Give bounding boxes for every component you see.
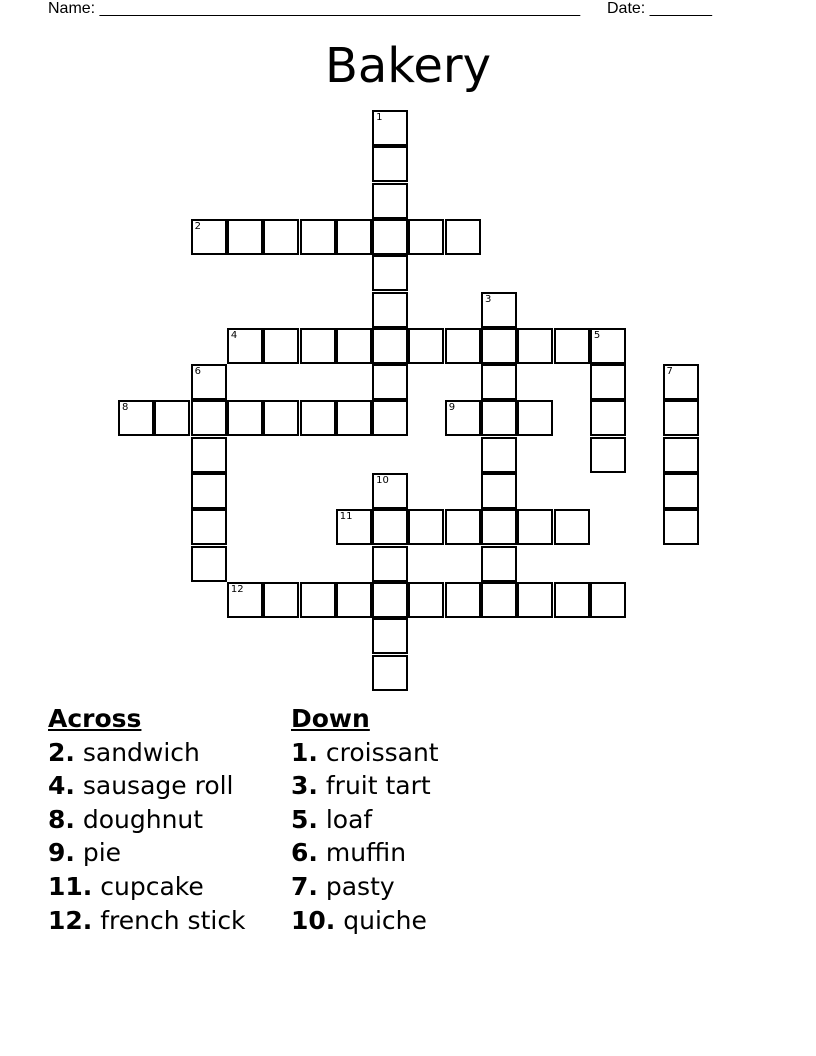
clue-answer: quiche <box>343 905 427 935</box>
crossword-cell[interactable] <box>372 473 408 509</box>
crossword-cell[interactable] <box>517 400 553 436</box>
clue-answer: croissant <box>325 737 439 767</box>
crossword-cell[interactable] <box>481 546 517 582</box>
clue-item <box>291 836 439 870</box>
clue-number: 5. <box>291 804 318 834</box>
date-blank[interactable]: _______ <box>649 0 712 17</box>
crossword-cell[interactable] <box>336 219 372 255</box>
clue-item <box>48 803 246 837</box>
crossword-cell[interactable] <box>663 509 699 545</box>
crossword-cell[interactable] <box>372 364 408 400</box>
page-title: Bakery <box>324 38 492 94</box>
crossword-cell[interactable] <box>263 400 299 436</box>
crossword-cell[interactable] <box>372 655 408 691</box>
crossword-cell[interactable] <box>191 364 227 400</box>
clue-item <box>291 769 439 803</box>
crossword-cell[interactable] <box>590 328 626 364</box>
crossword-cell[interactable] <box>227 219 263 255</box>
cell-number: 11 <box>339 511 353 523</box>
crossword-cell[interactable] <box>481 473 517 509</box>
clue-number: 9. <box>48 838 75 868</box>
cell-number: 3 <box>485 293 492 305</box>
crossword-cell[interactable] <box>372 328 408 364</box>
clue-item <box>291 736 439 770</box>
crossword-cell[interactable] <box>372 618 408 654</box>
clue-item <box>48 736 246 770</box>
crossword-cell[interactable] <box>336 582 372 618</box>
crossword-cell[interactable] <box>191 400 227 436</box>
name-blank[interactable]: ______________________________________________________ <box>99 0 581 17</box>
clue-number: 7. <box>291 871 318 901</box>
clue-item <box>48 836 246 870</box>
clue-number: 10. <box>291 905 336 935</box>
clue-number: 2. <box>48 737 75 767</box>
crossword-cell[interactable] <box>336 328 372 364</box>
crossword-cell[interactable] <box>154 400 190 436</box>
cell-number: 12 <box>230 583 244 595</box>
date-label: Date: <box>607 0 646 17</box>
crossword-cell[interactable] <box>372 219 408 255</box>
crossword-cell[interactable] <box>300 582 336 618</box>
clue-number: 4. <box>48 771 75 801</box>
clue-item <box>48 904 246 938</box>
crossword-cell[interactable] <box>191 219 227 255</box>
cell-number: 8 <box>122 402 129 414</box>
crossword-cell[interactable] <box>372 292 408 328</box>
crossword-cell[interactable] <box>408 219 444 255</box>
clue-answer: pie <box>82 838 122 868</box>
crossword-cell[interactable] <box>517 582 553 618</box>
crossword-cell[interactable] <box>372 183 408 219</box>
crossword-cell[interactable] <box>372 110 408 146</box>
crossword-cell[interactable] <box>227 400 263 436</box>
cell-number: 4 <box>230 329 238 341</box>
clue-answer: fruit tart <box>325 771 431 801</box>
crossword-cell[interactable] <box>336 400 372 436</box>
cell-number: 7 <box>666 366 673 378</box>
across-clues <box>48 702 246 937</box>
crossword-cell[interactable] <box>300 219 336 255</box>
cell-number: 2 <box>194 220 201 232</box>
crossword-cell[interactable] <box>408 509 444 545</box>
clue-item <box>48 870 246 904</box>
crossword-cell[interactable] <box>663 364 699 400</box>
crossword-cell[interactable] <box>445 328 481 364</box>
crossword-cell[interactable] <box>372 546 408 582</box>
down-clues <box>291 702 439 937</box>
across-heading: Across <box>48 704 142 733</box>
crossword-cell[interactable] <box>445 219 481 255</box>
clue-answer: cupcake <box>100 871 204 901</box>
name-label: Name: <box>48 0 96 17</box>
cell-number: 1 <box>376 112 383 123</box>
clue-number: 1. <box>291 737 318 767</box>
clue-answer: pasty <box>325 871 395 901</box>
crossword-cell[interactable] <box>481 292 517 328</box>
crossword-cell[interactable] <box>517 509 553 545</box>
clue-number: 12. <box>48 905 93 935</box>
crossword-cell[interactable] <box>590 437 626 473</box>
clue-number: 8. <box>48 804 75 834</box>
crossword-cell[interactable] <box>372 509 408 545</box>
crossword-cell[interactable] <box>227 582 263 618</box>
clue-answer: muffin <box>325 838 407 868</box>
crossword-cell[interactable] <box>191 473 227 509</box>
crossword-cell[interactable] <box>372 582 408 618</box>
crossword-cell[interactable] <box>445 582 481 618</box>
crossword-cell[interactable] <box>191 437 227 473</box>
cell-number: 5 <box>593 329 601 341</box>
clue-answer: loaf <box>325 804 373 834</box>
crossword-cell[interactable] <box>481 437 517 473</box>
crossword-cell[interactable] <box>481 400 517 436</box>
crossword-cell[interactable] <box>663 473 699 509</box>
crossword-cell[interactable] <box>191 509 227 545</box>
crossword-cell[interactable] <box>372 255 408 291</box>
crossword-cell[interactable] <box>263 582 299 618</box>
crossword-cell[interactable] <box>590 364 626 400</box>
crossword-cell[interactable] <box>445 400 481 436</box>
crossword-cell[interactable] <box>191 546 227 582</box>
crossword-cell[interactable] <box>372 146 408 182</box>
crossword-cell[interactable] <box>517 328 553 364</box>
clue-answer: sandwich <box>82 737 200 767</box>
crossword-cell[interactable] <box>408 582 444 618</box>
down-heading: Down <box>291 704 370 733</box>
crossword-cell[interactable] <box>554 328 590 364</box>
crossword-cell[interactable] <box>481 509 517 545</box>
cell-number: 10 <box>376 475 389 486</box>
crossword-cell[interactable] <box>336 509 372 545</box>
cell-number: 6 <box>194 366 201 378</box>
clue-item <box>291 870 439 904</box>
crossword-cell[interactable] <box>300 328 336 364</box>
crossword-cell[interactable] <box>481 364 517 400</box>
crossword-cell[interactable] <box>481 582 517 618</box>
clue-item <box>48 769 246 803</box>
crossword-cell[interactable] <box>590 582 626 618</box>
crossword-cell[interactable] <box>263 328 299 364</box>
crossword-cell[interactable] <box>118 400 154 436</box>
crossword-cell[interactable] <box>663 400 699 436</box>
crossword-cell[interactable] <box>227 328 263 364</box>
crossword-cell[interactable] <box>590 400 626 436</box>
crossword-cell[interactable] <box>408 328 444 364</box>
crossword-cell[interactable] <box>300 400 336 436</box>
crossword-cell[interactable] <box>481 328 517 364</box>
cell-number: 9 <box>448 402 456 414</box>
crossword-cell[interactable] <box>372 400 408 436</box>
clue-answer: doughnut <box>82 804 204 834</box>
clue-item <box>291 803 439 837</box>
crossword-cell[interactable] <box>263 219 299 255</box>
crossword-cell[interactable] <box>663 437 699 473</box>
clue-answer: sausage roll <box>82 771 234 801</box>
clue-number: 11. <box>48 871 93 901</box>
clue-item <box>291 904 439 938</box>
crossword-cell[interactable] <box>554 582 590 618</box>
clue-answer: french stick <box>100 905 246 935</box>
clue-number: 3. <box>291 771 318 801</box>
crossword-cell[interactable] <box>554 509 590 545</box>
crossword-cell[interactable] <box>445 509 481 545</box>
clue-number: 6. <box>291 838 318 868</box>
